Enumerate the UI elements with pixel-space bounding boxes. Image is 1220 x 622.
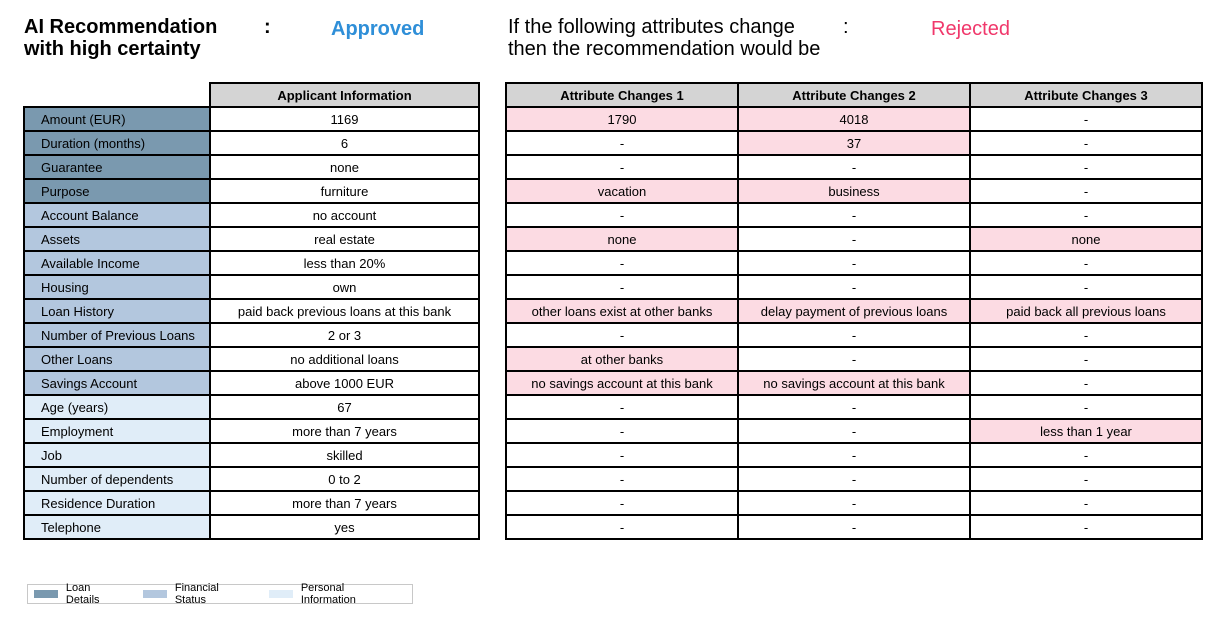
attribute-change-1-value: - bbox=[506, 155, 738, 179]
attribute-change-3-value: - bbox=[970, 155, 1202, 179]
table-row bbox=[24, 515, 479, 539]
attribute-change-3-value: less than 1 year bbox=[970, 419, 1202, 443]
attribute-change-2-value: business bbox=[738, 179, 970, 203]
attribute-change-3-value: - bbox=[970, 395, 1202, 419]
category-legend bbox=[27, 584, 413, 604]
attribute-change-2-value: delay payment of previous loans bbox=[738, 299, 970, 323]
attribute-label: Purpose bbox=[24, 179, 210, 203]
table-row bbox=[24, 323, 479, 347]
attribute-changes-table bbox=[505, 82, 1203, 540]
attribute-change-1-value: - bbox=[506, 275, 738, 299]
table-row bbox=[506, 275, 1202, 299]
attribute-change-2-value: - bbox=[738, 515, 970, 539]
applicant-value: 6 bbox=[210, 131, 479, 155]
attribute-change-3-value: - bbox=[970, 323, 1202, 347]
applicant-value: yes bbox=[210, 515, 479, 539]
table-row bbox=[506, 467, 1202, 491]
legend-item bbox=[143, 582, 253, 606]
changes-table-header-row bbox=[506, 83, 1202, 107]
attribute-label: Number of dependents bbox=[24, 467, 210, 491]
attribute-label: Guarantee bbox=[24, 155, 210, 179]
attribute-change-2-value: 37 bbox=[738, 131, 970, 155]
attribute-change-2-value: - bbox=[738, 491, 970, 515]
attribute-change-3-value: - bbox=[970, 203, 1202, 227]
attribute-change-1-value: none bbox=[506, 227, 738, 251]
attribute-label: Savings Account bbox=[24, 371, 210, 395]
attribute-label: Residence Duration bbox=[24, 491, 210, 515]
applicant-value: no account bbox=[210, 203, 479, 227]
attribute-change-1-value: - bbox=[506, 203, 738, 227]
attribute-change-1-value: - bbox=[506, 131, 738, 155]
applicant-value: 2 or 3 bbox=[210, 323, 479, 347]
table-row bbox=[24, 443, 479, 467]
attribute-label: Loan History bbox=[24, 299, 210, 323]
attribute-label: Assets bbox=[24, 227, 210, 251]
legend-item bbox=[269, 582, 402, 606]
applicant-column-header: Applicant Information bbox=[210, 83, 479, 107]
table-row bbox=[506, 347, 1202, 371]
legend-swatch bbox=[34, 590, 58, 598]
attribute-label: Housing bbox=[24, 275, 210, 299]
recommendation-title-line2: with high certainty bbox=[24, 38, 201, 60]
attribute-change-2-value: - bbox=[738, 419, 970, 443]
counterfactual-title bbox=[508, 16, 820, 60]
table-row bbox=[506, 251, 1202, 275]
table-row bbox=[506, 395, 1202, 419]
attribute-change-3-value: paid back all previous loans bbox=[970, 299, 1202, 323]
table-row bbox=[24, 467, 479, 491]
applicant-value: more than 7 years bbox=[210, 419, 479, 443]
table-row bbox=[24, 227, 479, 251]
legend-swatch bbox=[269, 590, 293, 598]
applicant-value: less than 20% bbox=[210, 251, 479, 275]
attribute-change-3-value: - bbox=[970, 491, 1202, 515]
table-row bbox=[506, 107, 1202, 131]
attribute-change-2-value: - bbox=[738, 275, 970, 299]
applicant-value: more than 7 years bbox=[210, 491, 479, 515]
attribute-change-1-value: - bbox=[506, 395, 738, 419]
attribute-change-2-value: - bbox=[738, 467, 970, 491]
applicant-value: 0 to 2 bbox=[210, 467, 479, 491]
legend-item bbox=[34, 582, 127, 606]
attribute-change-3-value: - bbox=[970, 443, 1202, 467]
recommendation-title-line1: AI Recommendation bbox=[24, 16, 218, 38]
applicant-value: own bbox=[210, 275, 479, 299]
table-row bbox=[24, 371, 479, 395]
counterfactual-decision-label: Rejected bbox=[931, 18, 1010, 40]
applicant-value: above 1000 EUR bbox=[210, 371, 479, 395]
table-row bbox=[506, 179, 1202, 203]
attribute-change-1-value: - bbox=[506, 467, 738, 491]
attribute-label: Amount (EUR) bbox=[24, 107, 210, 131]
table-row bbox=[24, 155, 479, 179]
attribute-change-2-value: 4018 bbox=[738, 107, 970, 131]
attribute-label: Duration (months) bbox=[24, 131, 210, 155]
change2-column-header: Attribute Changes 2 bbox=[738, 83, 970, 107]
applicant-value: skilled bbox=[210, 443, 479, 467]
change1-column-header: Attribute Changes 1 bbox=[506, 83, 738, 107]
attribute-change-3-value: - bbox=[970, 515, 1202, 539]
attribute-label: Available Income bbox=[24, 251, 210, 275]
table-row bbox=[506, 491, 1202, 515]
attribute-change-1-value: other loans exist at other banks bbox=[506, 299, 738, 323]
attribute-change-3-value: - bbox=[970, 131, 1202, 155]
table-row bbox=[24, 491, 479, 515]
applicant-table bbox=[23, 82, 480, 540]
applicant-value: none bbox=[210, 155, 479, 179]
attribute-changes-table-body bbox=[506, 107, 1202, 539]
table-row bbox=[24, 275, 479, 299]
table-row bbox=[506, 419, 1202, 443]
attribute-change-2-value: - bbox=[738, 323, 970, 347]
recommendation-title bbox=[24, 16, 217, 60]
attribute-change-3-value: - bbox=[970, 179, 1202, 203]
table-row bbox=[506, 299, 1202, 323]
applicant-value: 1169 bbox=[210, 107, 479, 131]
table-row bbox=[506, 155, 1202, 179]
attribute-change-1-value: 1790 bbox=[506, 107, 738, 131]
attribute-label: Job bbox=[24, 443, 210, 467]
attribute-change-2-value: - bbox=[738, 227, 970, 251]
applicant-table-header-row bbox=[24, 83, 479, 107]
attribute-label: Telephone bbox=[24, 515, 210, 539]
applicant-value: paid back previous loans at this bank bbox=[210, 299, 479, 323]
applicant-value: furniture bbox=[210, 179, 479, 203]
applicant-table-body bbox=[24, 107, 479, 539]
table-row bbox=[24, 251, 479, 275]
attribute-change-2-value: - bbox=[738, 251, 970, 275]
counterfactual-colon: : bbox=[843, 16, 849, 38]
table-row bbox=[24, 299, 479, 323]
attribute-change-1-value: at other banks bbox=[506, 347, 738, 371]
table-row bbox=[24, 179, 479, 203]
attribute-change-1-value: - bbox=[506, 251, 738, 275]
attribute-change-3-value: - bbox=[970, 371, 1202, 395]
table-row bbox=[506, 371, 1202, 395]
attribute-change-3-value: none bbox=[970, 227, 1202, 251]
attribute-change-2-value: - bbox=[738, 395, 970, 419]
change3-column-header: Attribute Changes 3 bbox=[970, 83, 1202, 107]
attribute-change-1-value: - bbox=[506, 443, 738, 467]
table-row bbox=[506, 323, 1202, 347]
decision-label: Approved bbox=[331, 18, 425, 40]
attribute-change-3-value: - bbox=[970, 275, 1202, 299]
attribute-change-1-value: - bbox=[506, 419, 738, 443]
table-row bbox=[24, 419, 479, 443]
table-row bbox=[24, 107, 479, 131]
attribute-change-2-value: - bbox=[738, 155, 970, 179]
attribute-change-2-value: - bbox=[738, 203, 970, 227]
attribute-change-1-value: - bbox=[506, 323, 738, 347]
counterfactual-title-line1: If the following attributes change bbox=[508, 16, 795, 38]
applicant-value: no additional loans bbox=[210, 347, 479, 371]
attribute-change-3-value: - bbox=[970, 251, 1202, 275]
attribute-change-1-value: - bbox=[506, 515, 738, 539]
table-row bbox=[24, 131, 479, 155]
table-row bbox=[506, 203, 1202, 227]
legend-label: Personal Information bbox=[300, 582, 356, 606]
attribute-change-3-value: - bbox=[970, 347, 1202, 371]
attribute-change-3-value: - bbox=[970, 107, 1202, 131]
counterfactual-title-line2: then the recommendation would be bbox=[508, 38, 821, 60]
attribute-change-2-value: no savings account at this bank bbox=[738, 371, 970, 395]
attribute-change-1-value: - bbox=[506, 491, 738, 515]
attribute-label: Number of Previous Loans bbox=[24, 323, 210, 347]
table-row bbox=[506, 227, 1202, 251]
attribute-label: Age (years) bbox=[24, 395, 210, 419]
attribute-change-1-value: no savings account at this bank bbox=[506, 371, 738, 395]
attribute-label: Employment bbox=[24, 419, 210, 443]
table-row bbox=[24, 203, 479, 227]
table-row bbox=[506, 131, 1202, 155]
recommendation-colon: : bbox=[264, 16, 271, 38]
legend-label: Financial Status bbox=[174, 582, 219, 606]
attribute-change-2-value: - bbox=[738, 443, 970, 467]
attribute-change-1-value: vacation bbox=[506, 179, 738, 203]
legend-label: Loan Details bbox=[65, 582, 100, 606]
attribute-change-2-value: - bbox=[738, 347, 970, 371]
table-row bbox=[24, 395, 479, 419]
table-row bbox=[506, 515, 1202, 539]
table-corner bbox=[24, 83, 210, 107]
applicant-value: 67 bbox=[210, 395, 479, 419]
legend-swatch bbox=[143, 590, 167, 598]
applicant-value: real estate bbox=[210, 227, 479, 251]
attribute-label: Other Loans bbox=[24, 347, 210, 371]
attribute-change-3-value: - bbox=[970, 467, 1202, 491]
table-row bbox=[506, 443, 1202, 467]
table-row bbox=[24, 347, 479, 371]
attribute-label: Account Balance bbox=[24, 203, 210, 227]
